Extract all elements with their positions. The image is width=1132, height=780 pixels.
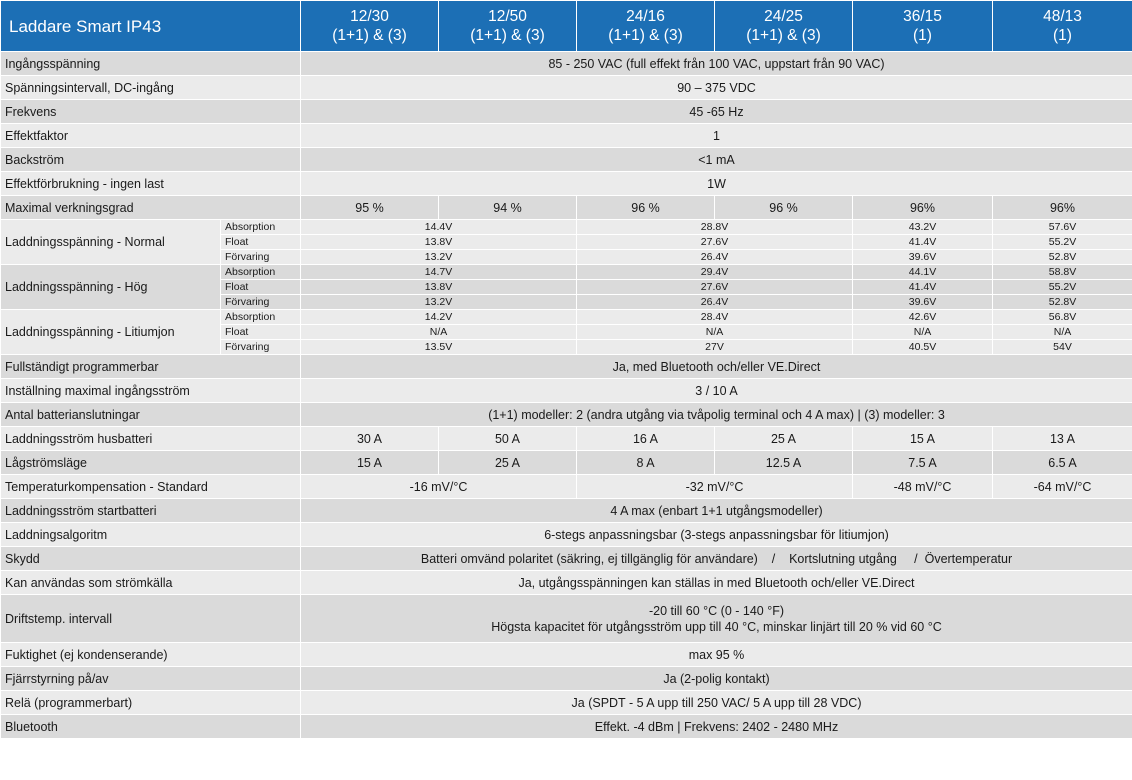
row-label: Maximal verkningsgrad [1, 196, 301, 220]
cell-value: 58.8V [993, 265, 1132, 280]
cell-value: N/A [301, 325, 577, 340]
stage-label: Förvaring [221, 295, 301, 310]
row-label: Effektfaktor [1, 124, 301, 148]
cell-value: 16 A [577, 427, 715, 451]
cell-value: 55.2V [993, 280, 1132, 295]
cell-value: 54V [993, 340, 1132, 355]
cell-value: 95 % [301, 196, 439, 220]
model-name: 48/13 [1043, 8, 1082, 25]
cell-value: 42.6V [853, 310, 993, 325]
table-row [1, 715, 1132, 739]
cell-value: N/A [853, 325, 993, 340]
cell-value: 56.8V [993, 310, 1132, 325]
model-name: 12/30 [350, 8, 389, 25]
stage-label: Absorption [221, 310, 301, 325]
model-variant: (1+1) & (3) [746, 27, 821, 44]
model-header [439, 1, 577, 52]
cell-value: 52.8V [993, 250, 1132, 265]
op-temp-note: Högsta kapacitet för utgångsström upp till 40 °C, minskar linjärt till 20 % vid 60 °C [491, 619, 942, 634]
table-row [1, 403, 1132, 427]
model-header [993, 1, 1132, 52]
table-row [1, 52, 1132, 76]
stage-label: Float [221, 325, 301, 340]
row-value: 1 [301, 124, 1132, 148]
table-row [1, 265, 1132, 280]
row-label: Relä (programmerbart) [1, 691, 301, 715]
cell-value: 14.7V [301, 265, 577, 280]
cell-value: 13.8V [301, 280, 577, 295]
cell-value: 6.5 A [993, 451, 1132, 475]
cell-value: -64 mV/°C [993, 475, 1132, 499]
row-value: 4 A max (enbart 1+1 utgångsmodeller) [301, 499, 1132, 523]
model-variant: (1+1) & (3) [332, 27, 407, 44]
row-label: Spänningsintervall, DC-ingång [1, 76, 301, 100]
stage-label: Förvaring [221, 340, 301, 355]
cell-value: 28.8V [577, 220, 853, 235]
table-row [1, 691, 1132, 715]
cell-value: 39.6V [853, 250, 993, 265]
row-value: (1+1) modeller: 2 (andra utgång via tvåpolig terminal och 4 A max) | (3) modeller: 3 [301, 403, 1132, 427]
row-label: Frekvens [1, 100, 301, 124]
row-label: Effektförbrukning - ingen last [1, 172, 301, 196]
row-label: Skydd [1, 547, 301, 571]
row-label: Backström [1, 148, 301, 172]
table-row [1, 643, 1132, 667]
cell-value: 94 % [439, 196, 577, 220]
row-value: Ja, med Bluetooth och/eller VE.Direct [301, 355, 1132, 379]
cell-value: 55.2V [993, 235, 1132, 250]
row-value: 45 -65 Hz [301, 100, 1132, 124]
table-row [1, 667, 1132, 691]
cell-value: 96 % [715, 196, 853, 220]
stage-label: Förvaring [221, 250, 301, 265]
model-name: 36/15 [903, 8, 942, 25]
row-label: Laddningsspänning - Litiumjon [1, 310, 221, 355]
cell-value: 7.5 A [853, 451, 993, 475]
row-label: Kan användas som strömkälla [1, 571, 301, 595]
table-row [1, 595, 1132, 643]
row-label: Fjärrstyrning på/av [1, 667, 301, 691]
stage-label: Absorption [221, 220, 301, 235]
cell-value: -48 mV/°C [853, 475, 993, 499]
row-label: Inställning maximal ingångsström [1, 379, 301, 403]
cell-value: -16 mV/°C [301, 475, 577, 499]
row-label: Ingångsspänning [1, 52, 301, 76]
model-name: 24/25 [764, 8, 803, 25]
cell-value: 50 A [439, 427, 577, 451]
table-title: Laddare Smart IP43 [1, 1, 301, 52]
row-label: Fuktighet (ej kondenserande) [1, 643, 301, 667]
model-header [715, 1, 853, 52]
model-header [577, 1, 715, 52]
model-header [853, 1, 993, 52]
row-value: 1W [301, 172, 1132, 196]
row-value: 3 / 10 A [301, 379, 1132, 403]
row-value: 6-stegs anpassningsbar (3-stegs anpassningsbar för litiumjon) [301, 523, 1132, 547]
row-value: Ja (SPDT - 5 A upp till 250 VAC/ 5 A upp till 28 VDC) [301, 691, 1132, 715]
cell-value: N/A [993, 325, 1132, 340]
table-row [1, 196, 1132, 220]
cell-value: 26.4V [577, 295, 853, 310]
table-row [1, 379, 1132, 403]
row-value: Ja, utgångsspänningen kan ställas in med Bluetooth och/eller VE.Direct [301, 571, 1132, 595]
table-row [1, 172, 1132, 196]
model-variant: (1+1) & (3) [608, 27, 683, 44]
cell-value: 41.4V [853, 235, 993, 250]
cell-value: -32 mV/°C [577, 475, 853, 499]
row-value: 90 – 375 VDC [301, 76, 1132, 100]
row-label: Laddningsström startbatteri [1, 499, 301, 523]
table-row [1, 76, 1132, 100]
row-label: Lågströmsläge [1, 451, 301, 475]
cell-value: 57.6V [993, 220, 1132, 235]
table-row [1, 220, 1132, 235]
cell-value: 13 A [993, 427, 1132, 451]
cell-value: 39.6V [853, 295, 993, 310]
cell-value: 12.5 A [715, 451, 853, 475]
cell-value: 26.4V [577, 250, 853, 265]
table-row [1, 124, 1132, 148]
row-label: Laddningsspänning - Hög [1, 265, 221, 310]
stage-label: Float [221, 235, 301, 250]
cell-value: 13.8V [301, 235, 577, 250]
table-row [1, 355, 1132, 379]
model-variant: (1+1) & (3) [470, 27, 545, 44]
row-value: max 95 % [301, 643, 1132, 667]
cell-value: 13.2V [301, 250, 577, 265]
cell-value: 13.2V [301, 295, 577, 310]
header-row [1, 1, 1132, 52]
table-row [1, 148, 1132, 172]
row-label: Laddningsspänning - Normal [1, 220, 221, 265]
cell-value: 96 % [577, 196, 715, 220]
cell-value: 52.8V [993, 295, 1132, 310]
row-value [301, 595, 1132, 643]
table-row [1, 427, 1132, 451]
stage-label: Float [221, 280, 301, 295]
cell-value: 25 A [715, 427, 853, 451]
op-temp-range: -20 till 60 °C (0 - 140 °F) [648, 603, 785, 618]
cell-value: 40.5V [853, 340, 993, 355]
stage-label: Absorption [221, 265, 301, 280]
table-row [1, 571, 1132, 595]
row-value: Ja (2-polig kontakt) [301, 667, 1132, 691]
row-value: <1 mA [301, 148, 1132, 172]
cell-value: 28.4V [577, 310, 853, 325]
cell-value: 27V [577, 340, 853, 355]
model-variant: (1) [1053, 27, 1072, 44]
model-name: 12/50 [488, 8, 527, 25]
cell-value: 15 A [853, 427, 993, 451]
cell-value: 27.6V [577, 235, 853, 250]
cell-value: N/A [577, 325, 853, 340]
row-label: Fullständigt programmerbar [1, 355, 301, 379]
cell-value: 13.5V [301, 340, 577, 355]
row-value: Batteri omvänd polaritet (säkring, ej tillgänglig för användare) / Kortslutning utgång / Övertemperatur [301, 547, 1132, 571]
row-label: Bluetooth [1, 715, 301, 739]
row-label: Driftstemp. intervall [1, 595, 301, 643]
table-row [1, 523, 1132, 547]
row-value: 85 - 250 VAC (full effekt från 100 VAC, uppstart från 90 VAC) [301, 52, 1132, 76]
table-row [1, 499, 1132, 523]
cell-value: 30 A [301, 427, 439, 451]
cell-value: 43.2V [853, 220, 993, 235]
row-label: Antal batterianslutningar [1, 403, 301, 427]
model-header [301, 1, 439, 52]
row-label: Laddningsström husbatteri [1, 427, 301, 451]
cell-value: 41.4V [853, 280, 993, 295]
table-row [1, 310, 1132, 325]
table-row [1, 475, 1132, 499]
row-label: Temperaturkompensation - Standard [1, 475, 301, 499]
table-row [1, 547, 1132, 571]
table-row [1, 100, 1132, 124]
cell-value: 8 A [577, 451, 715, 475]
cell-value: 14.2V [301, 310, 577, 325]
row-value: Effekt. -4 dBm | Frekvens: 2402 - 2480 MHz [301, 715, 1132, 739]
model-variant: (1) [913, 27, 932, 44]
model-name: 24/16 [626, 8, 665, 25]
cell-value: 27.6V [577, 280, 853, 295]
cell-value: 96% [993, 196, 1132, 220]
cell-value: 15 A [301, 451, 439, 475]
cell-value: 25 A [439, 451, 577, 475]
cell-value: 14.4V [301, 220, 577, 235]
table-row [1, 451, 1132, 475]
cell-value: 29.4V [577, 265, 853, 280]
cell-value: 44.1V [853, 265, 993, 280]
row-label: Laddningsalgoritm [1, 523, 301, 547]
cell-value: 96% [853, 196, 993, 220]
